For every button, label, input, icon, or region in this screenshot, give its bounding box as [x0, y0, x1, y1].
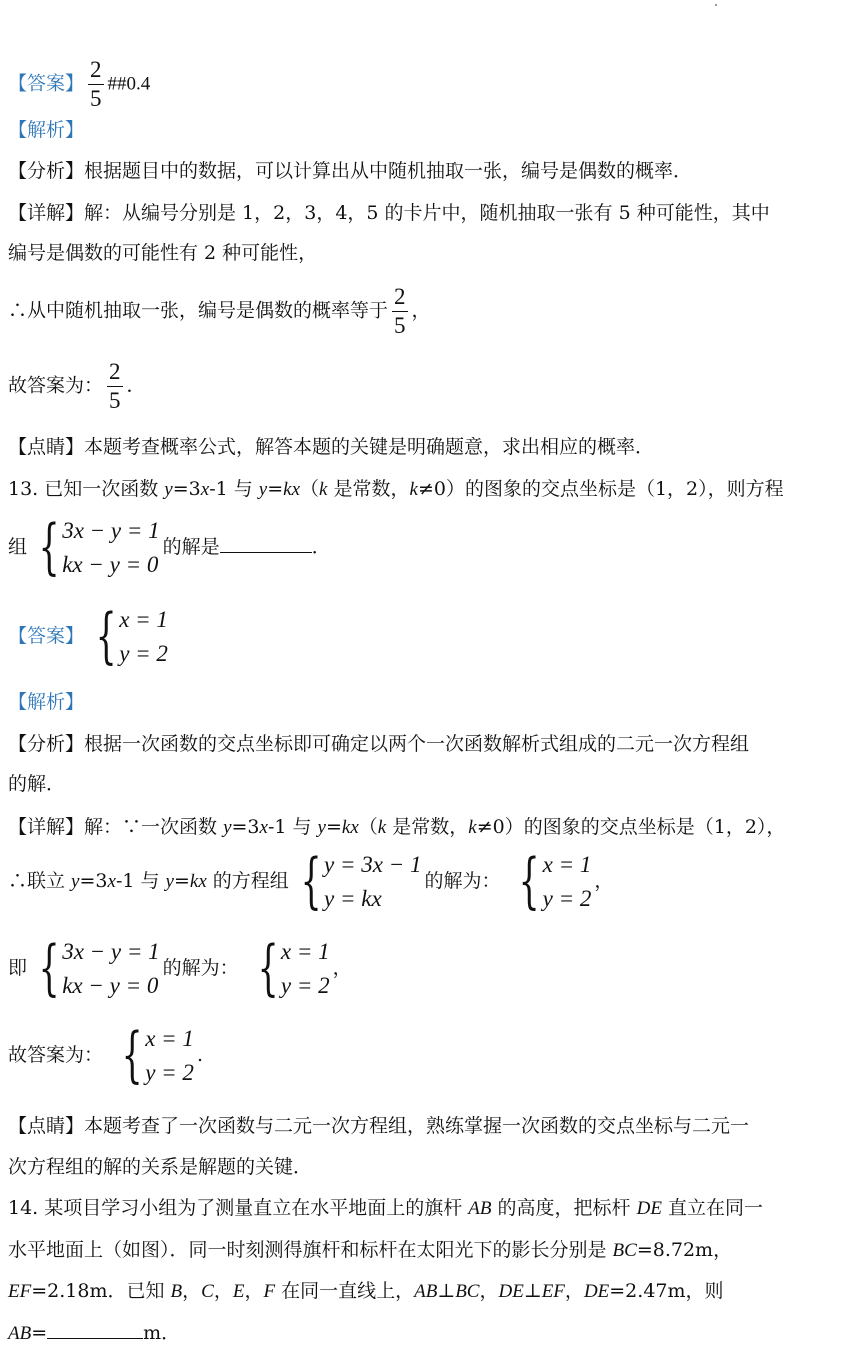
- q14-line-4: AB= m．: [8, 1318, 180, 1347]
- equation-system: { y = 3x − 1 y = kx: [300, 846, 422, 916]
- q14-line-1: 14. 某项目学习小组为了测量直立在水平地面上的旗杆 AB 的高度，把标杆 DE 直立在同一: [8, 1197, 763, 1219]
- q12-detail-3: ∴从中随机抽取一张，编号是偶数的概率等于 $\frac{2}{5}$ ，: [8, 284, 431, 338]
- equation-system: { x = 1 y = 2: [95, 601, 168, 671]
- answer-blank[interactable]: [220, 532, 312, 553]
- fraction: $\frac{2}{5}$: [109, 359, 121, 413]
- q13-ji: 即 { 3x − y = 1 kx − y = 0 的解为： { x = 1 y = 2 ，: [8, 933, 352, 1003]
- q12-dianjing: 【点睛】本题考查概率公式，解答本题的关键是明确题意，求出相应的概率．: [8, 436, 655, 458]
- q12-detail-2: 编号是偶数的可能性有 2 种可能性，: [8, 242, 318, 264]
- q13-detail: 【详解】解：∵一次函数 y=3x-1 与 y=kx（k 是常数，k≠0）的图象的交点坐标是（1，2），: [8, 816, 786, 838]
- equation-system: { x = 1 y = 2: [519, 846, 592, 916]
- q13-fenxi-2: 的解．: [8, 773, 66, 795]
- answer-blank[interactable]: [47, 1318, 143, 1339]
- q13-answer-line: [8, 603, 171, 671]
- q13-stem: 13. 已知一次函数 y=3x-1 与 y=kx（k 是常数，k≠0）的图象的交点坐标是（1，2），则方程: [8, 478, 784, 500]
- q13-final: 故答案为： { x = 1 y = 2 .: [8, 1020, 203, 1090]
- answer-tag: 【答案】: [8, 72, 85, 95]
- q13-lianli: ∴联立 y=3x-1 与 y=kx 的方程组 { y = 3x − 1 y = kx 的解为： { x = 1 y = 2 ，: [8, 846, 614, 916]
- equation-system: { 3x − y = 1 kx − y = 0: [38, 512, 160, 582]
- q12-final: 故答案为： $\frac{2}{5}$ ．: [8, 359, 146, 413]
- q13-fenxi-1: 【分析】根据一次函数的交点坐标即可确定以两个一次函数解析式组成的二元一次方程组: [8, 733, 750, 755]
- fraction: $\frac{2}{5}$: [90, 57, 102, 111]
- q14-line-3: EF=2.18m．已知 B，C，E，F 在同一直线上，AB⊥BC，DE⊥EF，DE=2.47m，则: [8, 1280, 724, 1302]
- q12-detail-1: 【详解】解：从编号分别是 1，2，3，4，5 的卡片中，随机抽取一张有 5 种可能性，其中: [8, 202, 770, 224]
- q12-answer-line: 【答案】 $\frac{2}{5}$ ##0.4: [8, 57, 151, 111]
- q12-fenxi: 【分析】根据题目中的数据，可以计算出从中随机抽取一张，编号是偶数的概率．: [8, 160, 693, 182]
- q14-line-2: 水平地面上（如图）．同一时刻测得旗杆和标杆在太阳光下的影长分别是 BC=8.72m，: [8, 1239, 733, 1261]
- q13-dianjing-2: 次方程组的解的关系是解题的关键．: [8, 1156, 313, 1178]
- equation-system: { 3x − y = 1 kx − y = 0: [38, 933, 160, 1003]
- equation-system: { x = 1 y = 2: [121, 1020, 194, 1090]
- q13-dianjing-1: 【点睛】本题考查了一次函数与二元一次方程组，熟练掌握一次函数的交点坐标与二元一: [8, 1115, 750, 1137]
- analysis-tag: 【解析】: [8, 691, 85, 713]
- fraction: $\frac{2}{5}$: [394, 284, 406, 338]
- answer-tag: 【答案】: [8, 625, 85, 647]
- equation-system: { x = 1 y = 2: [257, 933, 330, 1003]
- analysis-tag: 【解析】: [8, 119, 85, 141]
- page-dot: [715, 4, 717, 6]
- q13-system-line: 组 { 3x − y = 1 kx − y = 0 的解是 ．: [8, 512, 331, 582]
